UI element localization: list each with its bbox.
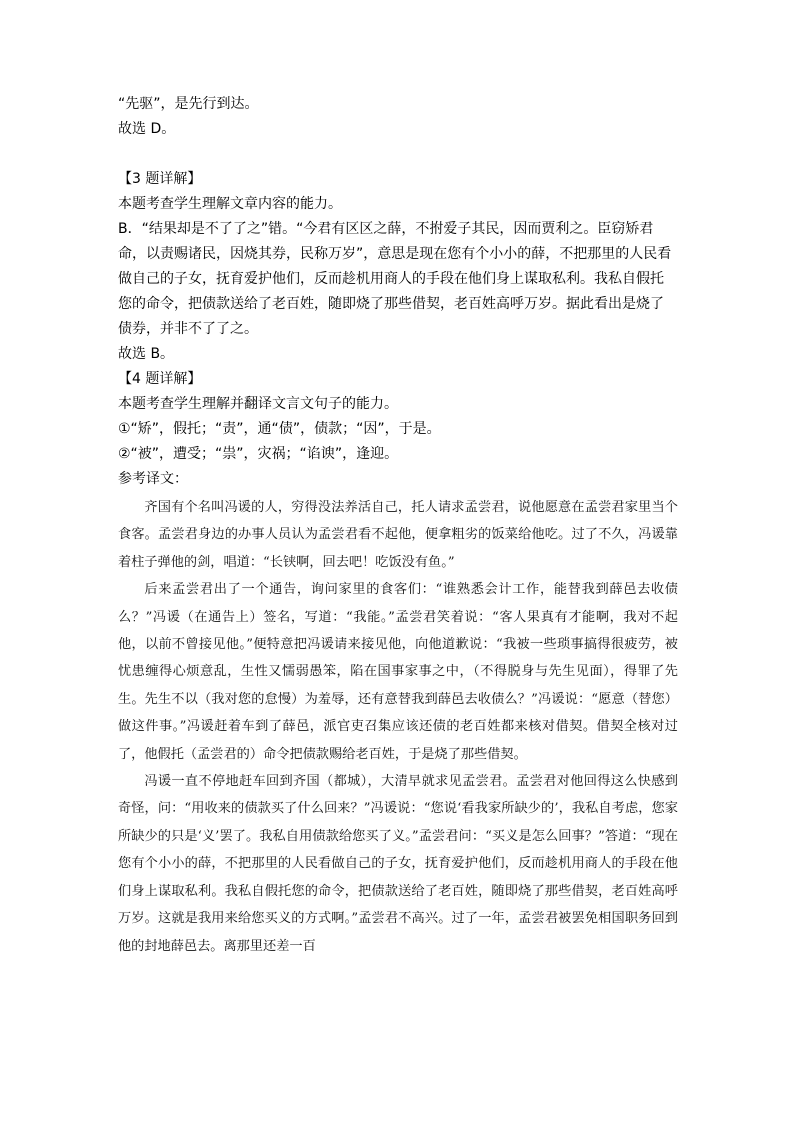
document-page	[118, 92, 678, 960]
q3-body-line: 债券，并非不了了之。	[118, 321, 258, 337]
q4-point-1: ①“矫”，假托；“责”，通“债”，债款；“因”，于是。	[118, 421, 441, 437]
translation-paragraph: 冯谖一直不停地赶车回到齐国（都城），大清早就求见孟尝君。孟尝君对他回得这么快感到奇怪，问：“用收来的债款买了什么回来？”冯谖说：“您说‘看我家所缺少的’，我私自考虑，您家所缺少的只是‘义’罢了。我私自用债款给您买了义。”孟尝君问：“买义是怎么回事？”答道：“现在您有个小小的薛，不把那里的人民看做自己的子女，抚育爱护他们，反而趁机用商人的手段在他们身上谋取私利。我私自假托您的命令，把债款送给了老百姓，随即烧了那些借契，老百姓高呼万岁。这就是我用来给您买义的方式啊。”孟尝君不高兴。过了一年，孟尝君被罢免相国职务回到他的封地薛邑去。离那里还差一百	[118, 774, 678, 954]
q3-intro: 本题考查学生理解文章内容的能力。	[118, 196, 342, 212]
q3-body-line: 做自己的子女，抚育爱护他们，反而趁机用商人的手段在他们身上谋取私利。我私自假托	[118, 271, 664, 287]
q3-body-line: 命，以责赐诸民，因烧其券，民称万岁”，意思是现在您有个小小的薛，不把那里的人民看	[118, 246, 672, 262]
reference-translation-label: 参考译文：	[118, 471, 188, 487]
q3-answer: 故选 B。	[118, 346, 175, 362]
q3-body-line: 您的命令，把债款送给了老百姓，随即烧了那些借契，老百姓高呼万岁。据此看出是烧了	[118, 296, 664, 312]
translation-paragraph: 后来孟尝君出了一个通告，询问家里的食客们：“谁熟悉会计工作，能替我到薛邑去收债么？”冯谖（在通告上）签名，写道：“我能。”孟尝君笑着说：“客人果真有才能啊，我对不起他，以前不曾接见他。”便特意把冯谖请来接见他，向他道歉说：“我被一些琐事搞得很疲劳，被忧患缠得心烦意乱，生性又懦弱愚笨，陷在国事家事之中，（不得脱身与先生见面），得罪了先生。先生不以（我对您的怠慢）为羞辱，还有意替我到薛邑去收债么？”冯谖说：“愿意（替您）做这件事。”冯谖赶着车到了薛邑，派官吏召集应该还债的老百姓都来核对借契。借契全核对过了，他假托（孟尝君的）命令把债款赐给老百姓，于是烧了那些借契。	[118, 582, 678, 762]
spacer	[118, 142, 678, 167]
q4-point-2: ②“被”，遭受；“祟”，灾祸；“谄谀”，逢迎。	[118, 446, 399, 462]
q3-heading: 【3 题详解】	[118, 171, 202, 187]
q4-intro: 本题考查学生理解并翻译文言文句子的能力。	[118, 396, 398, 412]
answer-line: 故选 D。	[118, 121, 176, 137]
text-line: “先驱”，是先行到达。	[118, 96, 259, 112]
q3-body-line: B．“结果却是不了了之”错。“今君有区区之薛，不拊爱子其民，因而贾利之。臣窃矫君	[118, 221, 654, 237]
translation-paragraph: 齐国有个名叫冯谖的人，穷得没法养活自己，托人请求孟尝君，说他愿意在孟尝君家里当个食客。孟尝君身边的办事人员认为孟尝君看不起他，便拿粗劣的饭菜给他吃。过了不久，冯谖靠着柱子弹他的剑，唱道：“长铗啊，回去吧！吃饭没有鱼。”	[118, 500, 678, 570]
q4-heading: 【4 题详解】	[118, 371, 202, 387]
reference-translation	[118, 494, 678, 960]
